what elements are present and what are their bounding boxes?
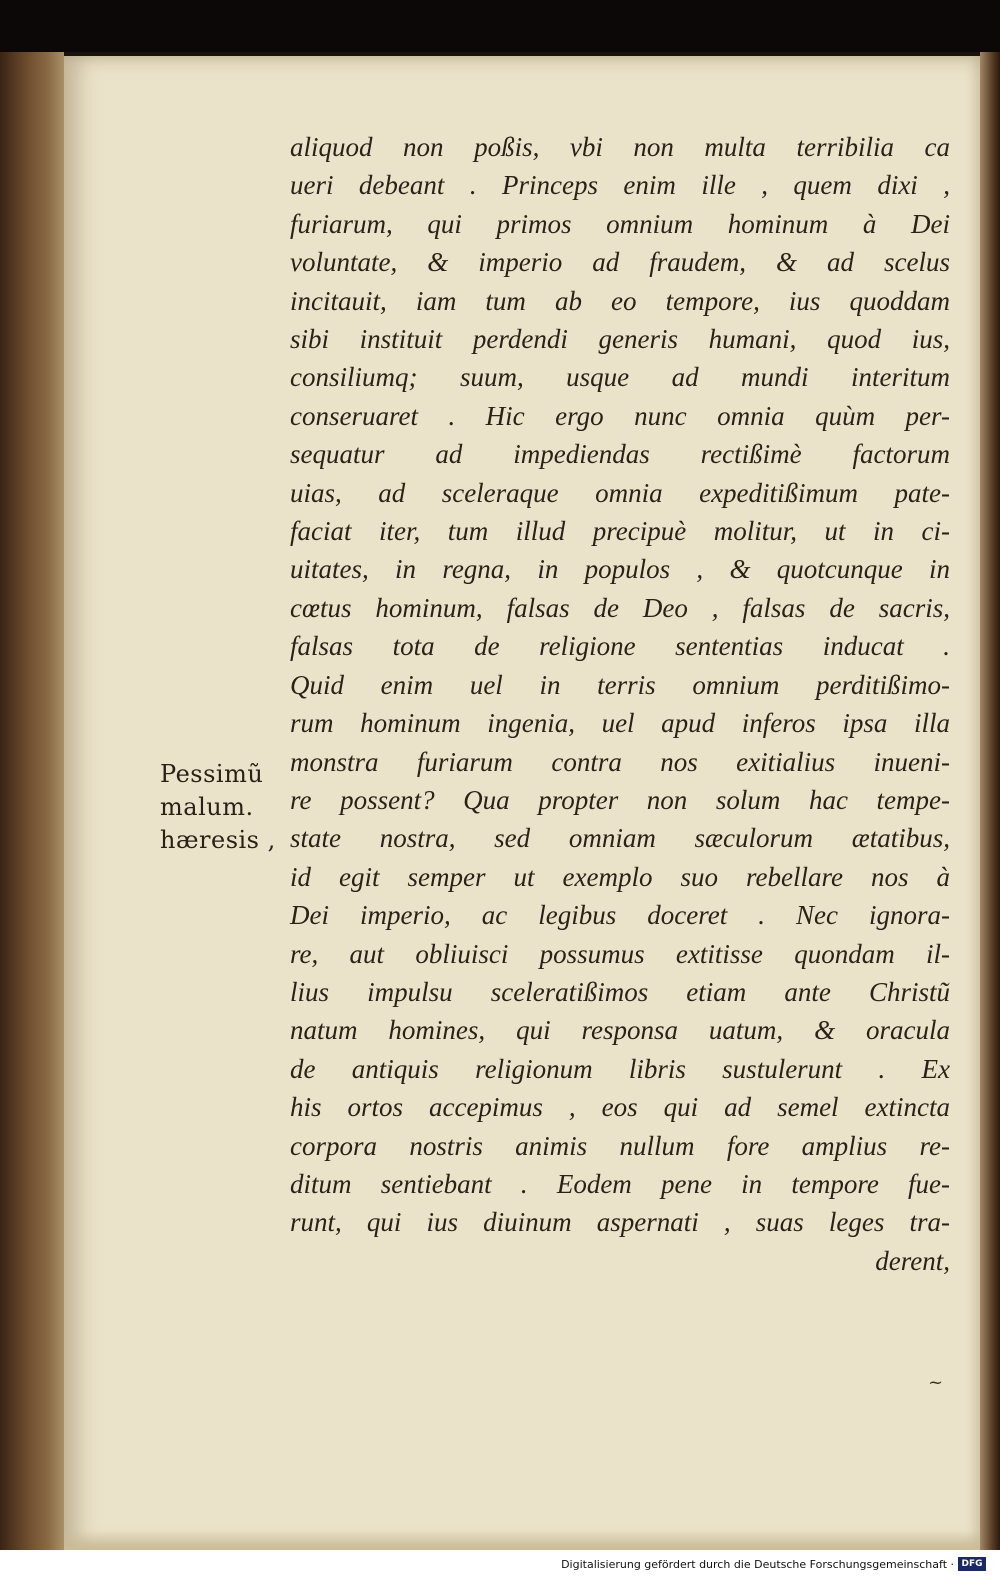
text-line: furiarum, qui primos omnium hominum à Dei (290, 208, 950, 239)
text-line: Quid enim uel in terris omnium perditißimo- (290, 669, 950, 700)
text-line: incitauit, iam tum ab eo tempore, ius quoddam (290, 285, 950, 316)
text-line: uias, ad sceleraque omnia expeditißimum pate- (290, 477, 950, 508)
text-line: his ortos accepimus , eos qui ad semel extincta (290, 1092, 950, 1123)
text-line: sequatur ad impediendas rectißimè factorum (290, 439, 950, 470)
dfg-logo: DFG (958, 1557, 986, 1571)
marginal-note-line: malum. (160, 793, 254, 821)
text-line: re, aut obliuisci possumus extitisse quondam il- (290, 938, 950, 969)
text-line: aliquod non poßis, vbi non multa terribilia ca (290, 132, 950, 162)
digitization-footer (0, 1550, 1000, 1584)
marginal-note (160, 758, 280, 857)
catchword: derent, (875, 1245, 950, 1276)
text-line: conseruaret . Hic ergo nunc omnia quùm per- (290, 400, 950, 431)
text-line: voluntate, & imperio ad fraudem, & ad scelus (290, 247, 950, 278)
text-line: corpora nostris animis nullum fore amplius re- (290, 1130, 950, 1161)
book-edge-left (0, 52, 64, 1550)
marginal-note-line: hæresis , (160, 826, 276, 854)
text-line: rum hominum ingenia, uel apud inferos ipsa illa (290, 708, 950, 739)
text-line: state nostra, sed omniam sæculorum ætatibus, (290, 823, 950, 854)
page-bottom-shadow (64, 1530, 980, 1550)
funding-credit: Digitalisierung gefördert durch die Deutsche Forschungsgemeinschaft · (561, 1558, 954, 1571)
text-line: ueri debeant . Princeps enim ille , quem dixi , (290, 170, 950, 201)
text-line: faciat iter, tum illud precipuè molitur, ut in ci- (290, 516, 950, 547)
book-edge-right (980, 52, 1000, 1550)
text-line: re possent? Qua propter non solum hac tempe- (290, 784, 950, 815)
text-line: sibi instituit perdendi generis humani, quod ius, (290, 324, 950, 355)
text-line: lius impulsu sceleratißimos etiam ante Christũ (290, 976, 950, 1007)
text-line: id egit semper ut exemplo suo rebellare nos à (290, 861, 950, 892)
text-line: runt, qui ius diuinum aspernati , suas leges tra- (290, 1207, 950, 1238)
text-line: Dei imperio, ac legibus doceret . Nec ignora- (290, 900, 950, 931)
scan-top-border (0, 0, 1000, 52)
body-text (290, 128, 950, 1280)
text-line: de antiquis religionum libris sustulerunt . Ex (290, 1053, 950, 1084)
text-line: ditum sentiebant . Eodem pene in tempore fue- (290, 1168, 950, 1199)
text-line: falsas tota de religione sententias inducat . (290, 631, 950, 662)
text-line: natum homines, qui responsa uatum, & oracula (290, 1015, 950, 1046)
text-line: cœtus hominum, falsas de Deo , falsas de sacris, (290, 592, 950, 623)
marginal-note-line: Pessimũ (160, 760, 264, 788)
page-corner-mark: ~ (928, 1372, 944, 1393)
text-line: monstra furiarum contra nos exitialius inueni- (290, 746, 950, 777)
text-line: uitates, in regna, in populos , & quotcunque in (290, 554, 950, 585)
text-line: consiliumq; suum, usque ad mundi interitum (290, 362, 950, 393)
